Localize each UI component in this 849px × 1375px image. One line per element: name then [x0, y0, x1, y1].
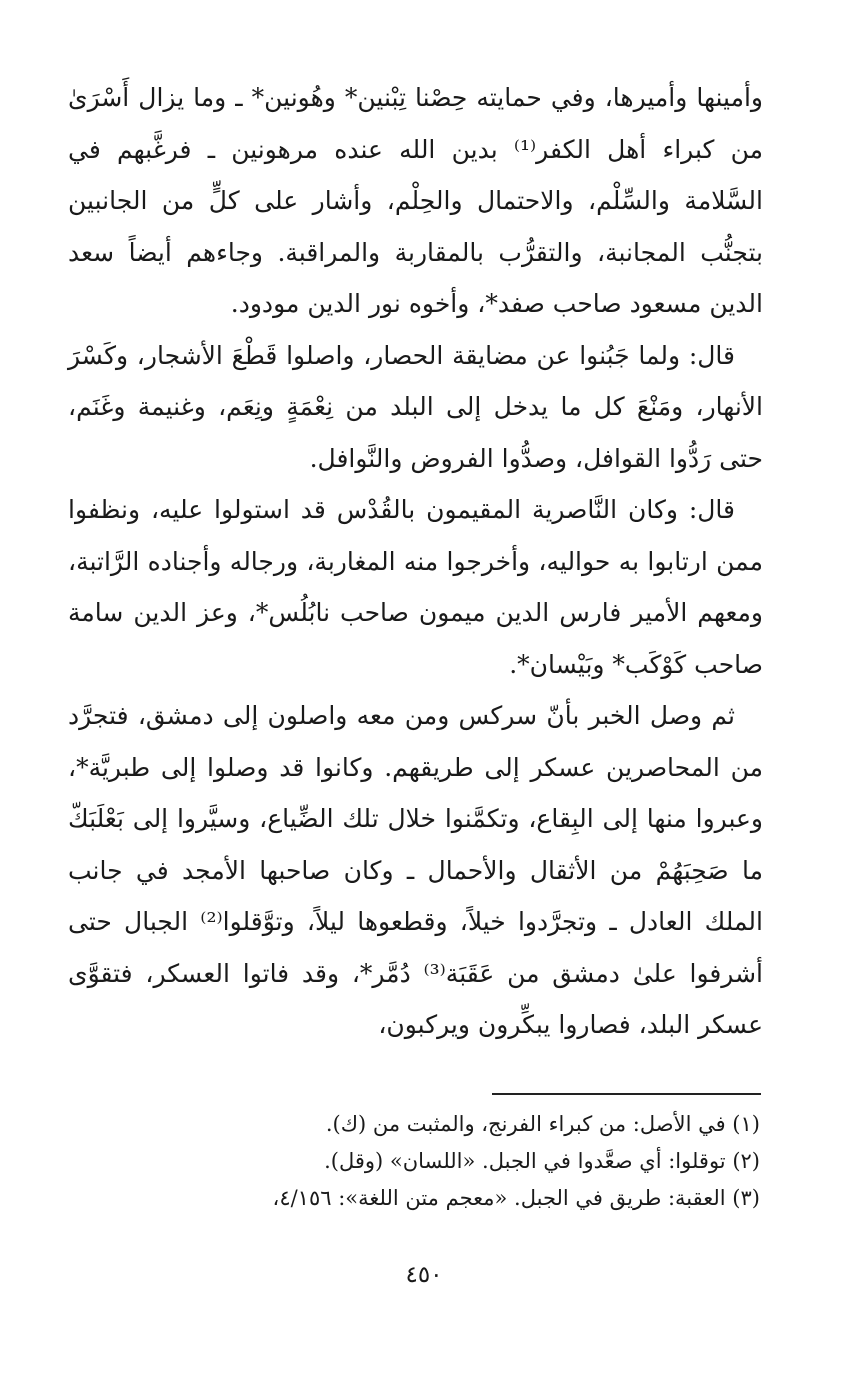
footnotes: [60, 1106, 760, 1217]
footnote: (٣) العقبة: طريق في الجبل. «معجم متن اللغة»: ٤/١٥٦،: [272, 1186, 760, 1210]
footnote: (١) في الأصل: من كبراء الفرنج، والمثبت من (ك).: [325, 1112, 760, 1136]
paragraph: قال: وكان النَّاصرية المقيمون بالقُدْس قد استولوا عليه، ونظفوا ممن ارتابوا به حواليه، وأخرجوا منه المغاربة، ورجاله وأجناده الرَّاتبة، ومعهم الأمير فارس الدين ميمون صاحب نابُلُس*، وعز الدين سامة صاحب كَوْكَب* وبَيْسان*.: [68, 495, 763, 679]
footnote: (٢) توقلوا: أي صعَّدوا في الجبل. «اللسان» (وقل).: [324, 1149, 760, 1173]
paragraph: ثم وصل الخبر بأنّ سركس ومن معه واصلون إلى دمشق، فتجرَّد من المحاصرين عسكر إلى طريقهم. وكانوا قد وصلوا إلى طبريَّة*، وعبروا منها إلى البِقاع، وتكمَّنوا خلال تلك الضِّياع، وسيَّروا إلى بَعْلَبَكّ ما صَحِبَهُمْ من الأثقال والأحمال ـ وكان صاحبها الأمجد في جانب الملك العادل ـ وتجرَّدوا خيلاً، وقطعوها ليلاً، وتوَّقلوا⁽²⁾ الجبال حتى أشرفوا علىٰ دمشق من عَقَبَة⁽³⁾ دُمَّر*، وقد فاتوا العسكر، فتقوَّى عسكر البلد، فصاروا يبكِّرون ويركبون،: [68, 701, 763, 1039]
page-number: ٤٥٠: [405, 1262, 443, 1288]
paragraph: قال: ولما جَبُنوا عن مضايقة الحصار، واصلوا قَطْعَ الأشجار، وكَسْرَ الأنهار، ومَنْعَ كل ما يدخل إلى البلد من نِعْمَةٍ ونِعَم، وغنيمة وغَنَم، حتى رَدُّوا القوافل، وصدُّوا الفروض والنَّوافل.: [68, 340, 763, 473]
main-text: [68, 72, 763, 1051]
footnote-divider: [492, 1093, 761, 1095]
paragraph: وأمينها وأميرها، وفي حمايته حِصْنا تِبْنين* وهُونين* ـ وما يزال أَسْرَىٰ من كبراء أهل الكفر⁽¹⁾ بدين الله عنده مرهونين ـ فرغَّبهم في السَّلامة والسِّلْم، والاحتمال والحِلْم، وأشار على كلٍّ من الجانبين بتجنُّب المجانبة، والتقرُّب بالمقاربة والمراقبة. وجاءهم أيضاً سعد الدين مسعود صاحب صفد*، وأخوه نور الدين مودود.: [68, 83, 764, 318]
